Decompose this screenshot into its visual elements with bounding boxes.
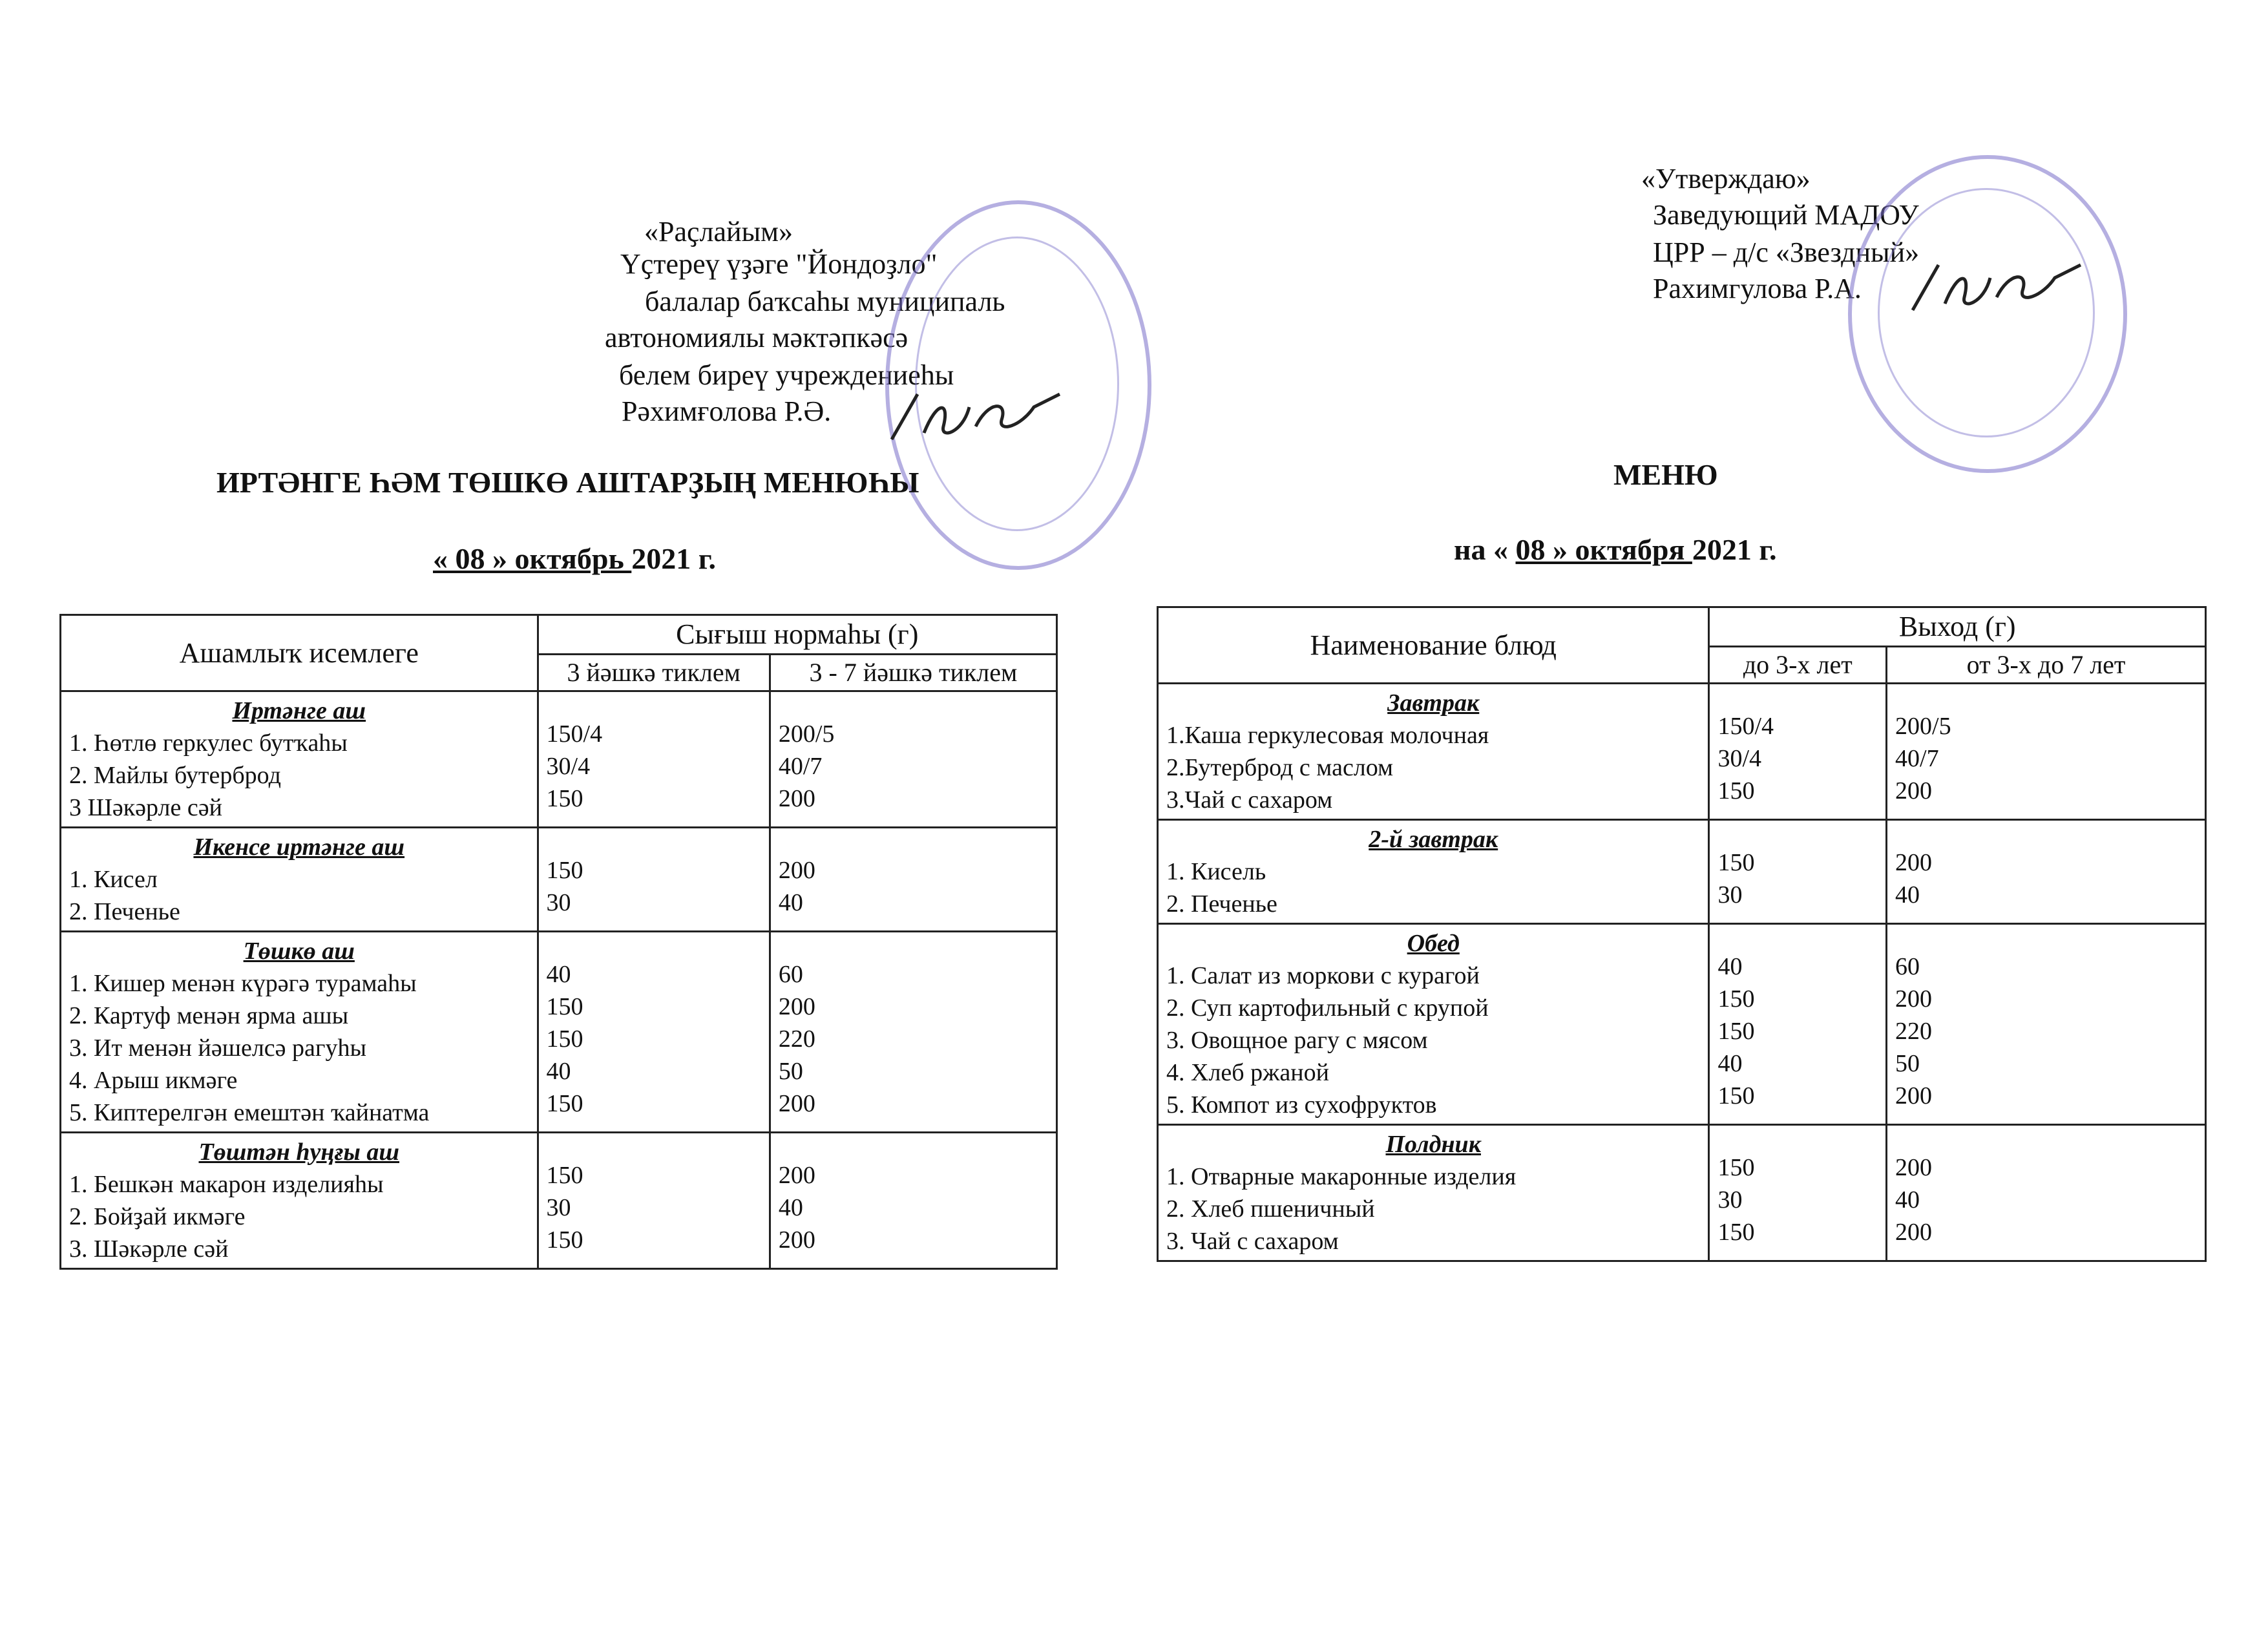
portion-values: 40 150 150 40 150 [538, 932, 770, 1133]
portion-values: 150/4 30/4 150 [1709, 684, 1887, 820]
right-menu-table [1157, 606, 2207, 1262]
portion-values: 200 40 [1887, 820, 2206, 924]
left-signature-icon [879, 381, 1073, 452]
dish-list: 1. Бешкән макарон изделияһы 2. Бойҙай икмәге 3. Шәкәрле сәй [69, 1171, 384, 1263]
left-col-age2-header: 3 - 7 йәшкә тиклем [770, 655, 1056, 691]
left-approval-line: балалар баҡсаһы муниципаль [645, 286, 1005, 317]
left-page-title: ИРТӘНГЕ ҺӘМ ТӨШКӨ АШТАРҘЫҢ МЕНЮҺЫ [216, 466, 919, 499]
meal-title: Төшкө аш [243, 938, 355, 965]
left-col-dish-header: Ашамлыҡ исемлеге [61, 615, 538, 691]
portion-values: 150 30 [1709, 820, 1887, 924]
meal-title: 2-й завтрак [1369, 826, 1498, 853]
left-approval-heading: «Раҫлайым» [644, 216, 793, 247]
table-row [1158, 684, 2206, 820]
portion-values: 150/4 30/4 150 [538, 691, 770, 828]
left-approval-line: белем биреү учреждениеһы [619, 359, 954, 391]
left-approval-line: автономиялы мәктәпкәсә [605, 322, 908, 353]
meal-title: Икенсе иртәнге аш [193, 834, 405, 861]
portion-values: 200/5 40/7 200 [1887, 684, 2206, 820]
dish-list: 1. Кисель 2. Печенье [1166, 858, 1277, 918]
left-menu-table [59, 614, 1058, 1270]
dish-list: 1. Һөтлө геркулес бутҡаһы 2. Майлы бутерброд 3 Шәкәрле сәй [69, 730, 348, 821]
right-approval-heading: «Утверждаю» [1641, 163, 1811, 194]
right-col-age1-header: до 3-х лет [1709, 647, 1887, 684]
right-signature-icon [1900, 252, 2094, 323]
dish-list: 1. Отварные макаронные изделия 2. Хлеб пшеничный 3. Чай с сахаром [1166, 1163, 1517, 1255]
portion-values: 150 30 [538, 828, 770, 932]
meal-title: Иртәнге аш [232, 697, 366, 724]
table-row [61, 1133, 1057, 1269]
right-approval-line: Заведующий МАДОУ [1653, 199, 1919, 231]
table-row [1158, 820, 2206, 924]
table-row [61, 691, 1057, 828]
left-col-group-header: Сығыш нормаһы (г) [538, 615, 1056, 655]
portion-values: 200 40 [770, 828, 1056, 932]
right-date: на « 08 » октября 2021 г. [1454, 533, 1777, 566]
right-col-dish-header: Наименование блюд [1158, 607, 1709, 684]
meal-title: Төштән һуңғы аш [198, 1139, 400, 1166]
dish-list: 1. Кишер менән күрәгә турамаһы 2. Картуф менән ярма ашы 3. Ит менән йәшелсә рагуһы 4. Арыш икмәге 5. Киптерелгән емештән ҡайнатма [69, 970, 430, 1126]
table-row [61, 828, 1057, 932]
portion-values: 60 200 220 50 200 [1887, 924, 2206, 1125]
right-approval-signer: Рахимгулова Р.А. [1653, 273, 1862, 304]
dish-list: 1. Кисел 2. Печенье [69, 866, 180, 925]
portion-values: 60 200 220 50 200 [770, 932, 1056, 1133]
right-col-age2-header: от 3-х до 7 лет [1887, 647, 2206, 684]
left-approval-signer: Рәхимғолова Р.Ә. [622, 395, 832, 427]
portion-values: 40 150 150 40 150 [1709, 924, 1887, 1125]
table-row [1158, 1125, 2206, 1261]
portion-values: 200/5 40/7 200 [770, 691, 1056, 828]
left-date: « 08 » октябрь 2021 г. [433, 542, 716, 575]
portion-values: 200 40 200 [770, 1133, 1056, 1269]
meal-title: Обед [1407, 930, 1460, 957]
portion-values: 200 40 200 [1887, 1125, 2206, 1261]
right-approval-line: ЦРР – д/с «Звездный» [1653, 236, 1920, 268]
table-row [1158, 924, 2206, 1125]
left-col-age1-header: 3 йәшкә тиклем [538, 655, 770, 691]
portion-values: 150 30 150 [1709, 1125, 1887, 1261]
right-page-title: МЕНЮ [1613, 458, 1718, 491]
left-approval-line: Үҫтереү үҙәге "Йондоҙло" [620, 248, 938, 280]
meal-title: Завтрак [1387, 689, 1480, 717]
dish-list: 1.Каша геркулесовая молочная 2.Бутерброд с маслом 3.Чай с сахаром [1166, 722, 1489, 814]
table-row [61, 932, 1057, 1133]
meal-title: Полдник [1385, 1131, 1481, 1158]
right-col-group-header: Выход (г) [1709, 607, 2206, 647]
dish-list: 1. Салат из моркови с курагой 2. Суп картофильный с крупой 3. Овощное рагу с мясом 4. Хлеб ржаной 5. Компот из сухофруктов [1166, 962, 1489, 1119]
portion-values: 150 30 150 [538, 1133, 770, 1269]
